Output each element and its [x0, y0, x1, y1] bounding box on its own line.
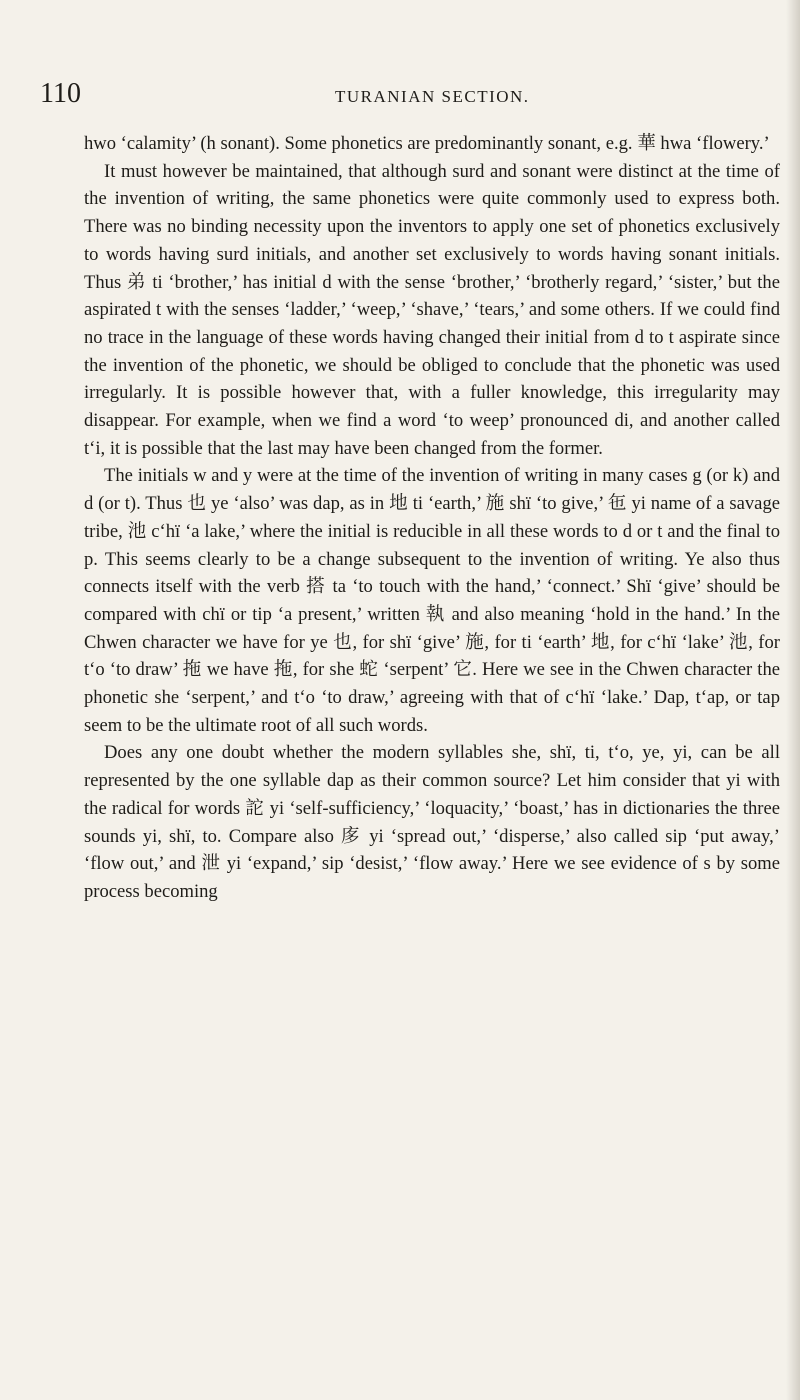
- page-edge-shadow: [786, 0, 800, 1400]
- paragraph-continuation: hwo ‘calamity’ (h sonant). Some phonetics are predominantly sonant, e.g. 華 hwa ‘flowery.’: [84, 133, 770, 154]
- paragraph-common-source: Does any one doubt whether the modern syllables she, shï, ti, t‘o, ye, yi, can be all represented by the one syllable dap as their common source? Let him consider that yi with the radical for words 詑 yi ‘self-sufficiency,’ ‘loquacity,’ ‘boast,’ has in dictionaries the three sounds yi, shï, to. Compare also 㢁 yi ‘spread out,’ ‘disperse,’ also called sip ‘put away,’ ‘flow out,’ and 泄 yi ‘expand,’ sip ‘desist,’ ‘flow away.’ Here we see evidence of s by some process becoming: [84, 742, 780, 902]
- body-text: [84, 130, 780, 906]
- section-title: TURANIAN SECTION.: [335, 87, 530, 106]
- paragraph-initials: The initials w and y were at the time of the invention of writing in many cases g (or k) and d (or t). Thus 也 ye ‘also’ was dap, as in 地 ti ‘earth,’ 施 shï ‘to give,’ 㐌 yi name of a savage tribe, 池 c‘hï ‘a lake,’ where the initial is reducible in all these words to d or t and the final to p. This seems clearly to be a change subsequent to the invention of writing. Ye also thus connects itself with the verb 搭 ta ‘to touch with the hand,’ ‘connect.’ Shï ‘give’ should be compared with chï or tip ‘a present,’ written 執 and also meaning ‘hold in the hand.’ In the Chwen character we have for ye 也, for shï ‘give’ 施, for ti ‘earth’ 地, for c‘hï ‘lake’ 池, for t‘o ‘to draw’ 拖 we have 拖, for she 蛇 ‘serpent’ 它. Here we see in the Chwen character the phonetic she ‘serpent,’ and t‘o ‘to draw,’ agreeing with that of c‘hï ‘lake.’ Dap, t‘ap, or tap seem to be the ultimate root of all such words.: [84, 465, 780, 736]
- running-head: [40, 78, 780, 118]
- page-number: 110: [40, 78, 81, 109]
- paragraph-surd-sonant: It must however be maintained, that although surd and sonant were distinct at the time of the invention of writing, the same phonetics were quite commonly used to express both. There was no binding necessity upon the inventors to apply one set of phonetics exclusively to words having surd initials, and another set exclusively to words having sonant initials. Thus 弟 ti ‘brother,’ has initial d with the sense ‘brother,’ ‘brotherly regard,’ ‘sister,’ but the aspirated t with the senses ‘ladder,’ ‘weep,’ ‘shave,’ ‘tears,’ and some others. If we could find no trace in the language of these words having changed their initial from d to t aspirate since the invention of the phonetic, we should be obliged to conclude that the phonetic was used irregularly. It is possible however that, with a fuller knowledge, this irregularity may disappear. For example, when we find a word ‘to weep’ pronounced di, and another called t‘i, it is possible that the last may have been changed from the former.: [84, 160, 780, 459]
